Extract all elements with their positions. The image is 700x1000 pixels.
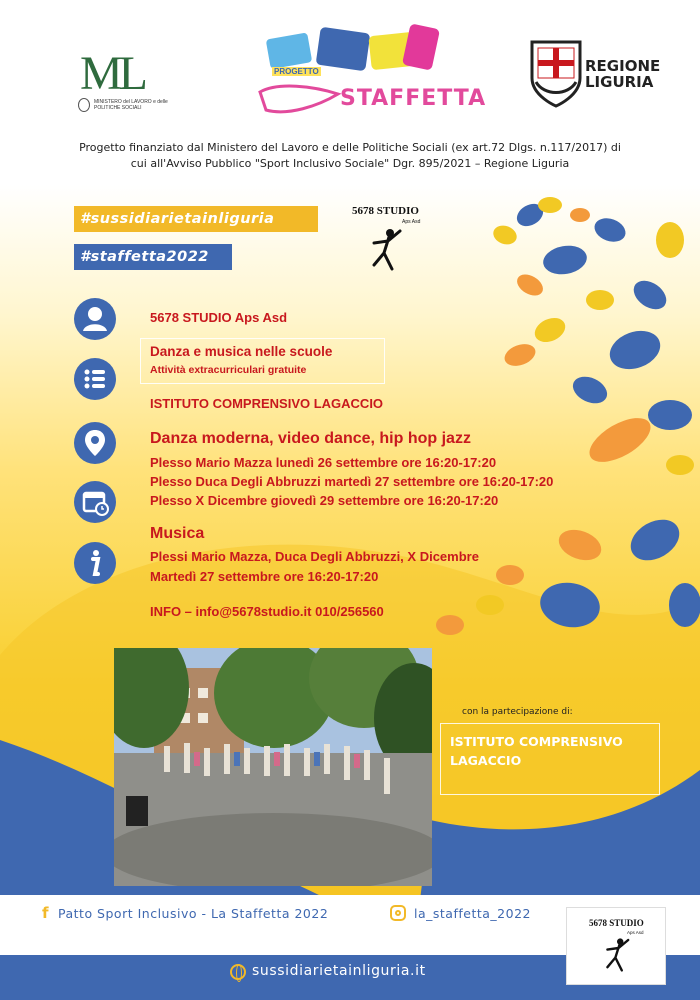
studio-logo-subtitle: Aps Asd [402, 219, 421, 225]
hashtag-sussidiarieta: #sussidiarietainliguria [74, 206, 318, 232]
instagram-icon [390, 905, 406, 921]
dance-session: Plesso Duca Degli Abbruzzi martedì 27 settembre ore 16:20-17:20 [150, 474, 554, 489]
footer-studio-title: 5678 STUDIO [589, 918, 644, 928]
hands-decoration [430, 185, 700, 655]
dance-session: Plesso X Dicembre giovedì 29 settembre ore 16:20-17:20 [150, 493, 499, 508]
studio-logo [352, 205, 432, 280]
footer-studio-logo [566, 907, 666, 985]
ministry-logo [72, 47, 172, 125]
calendar-icon [74, 481, 116, 523]
dancer-icon [366, 225, 406, 277]
hand-icon [436, 208, 657, 635]
list-icon [74, 358, 116, 400]
footer-studio-subtitle: Aps Asd [627, 930, 644, 935]
italy-emblem-icon [78, 98, 90, 112]
studio-logo-title: 5678 STUDIO [352, 205, 419, 217]
hashtag-staffetta2022: #staffetta2022 [74, 244, 232, 270]
participation-label: con la partecipazione di: [462, 707, 573, 717]
staffetta-logo [258, 24, 487, 124]
music-session: Plessi Mario Mazza, Duca Degli Abbruzzi, X Dicembre [150, 549, 479, 564]
location-pin-icon [74, 422, 116, 464]
dance-session: Plesso Mario Mazza lunedì 26 settembre ore 16:20-17:20 [150, 455, 497, 470]
staffetta-logo-word: STAFFETTA [340, 86, 487, 111]
school-name: ISTITUTO COMPRENSIVO LAGACCIO [150, 396, 384, 411]
info-icon [74, 542, 116, 584]
facebook-icon: f [42, 904, 49, 922]
participation-name: ISTITUTO COMPRENSIVO LAGACCIO [450, 734, 623, 768]
user-icon [74, 298, 116, 340]
music-session: Martedì 27 settembre ore 16:20-17:20 [150, 569, 379, 584]
ministry-name: MINISTERO del LAVORO e delle POLITICHE SOCIALI [94, 99, 168, 111]
globe-icon [230, 964, 246, 980]
region-name: REGIONE LIGURIA [585, 57, 661, 91]
instagram-handle-link[interactable]: la_staffetta_2022 [414, 906, 531, 921]
dancer-icon [601, 934, 633, 978]
music-title: Musica [150, 525, 205, 542]
dance-class-photo [114, 648, 432, 886]
staffetta-logo-progetto: PROGETTO [274, 67, 319, 76]
activity-title: Danza e musica nelle scuole [150, 344, 333, 359]
regione-liguria-logo [528, 38, 668, 113]
funding-text: Progetto finanziato dal Ministero del Lavoro e delle Politiche Sociali (ex art.72 Dlgs. n.117/2017) di cui all'Avviso Pubblico "Sport Inclusivo Sociale" Dgr. 895/2021 – Regione Liguria [79, 141, 621, 170]
hand-icon [513, 199, 700, 632]
liguria-shield-icon [528, 38, 584, 108]
dance-title: Danza moderna, video dance, hip hop jazz [150, 430, 471, 447]
facebook-page-link[interactable]: Patto Sport Inclusivo - La Staffetta 2022 [58, 906, 329, 921]
info-contact: INFO – info@5678studio.it 010/256560 [150, 604, 384, 619]
organizer-name: 5678 STUDIO Aps Asd [150, 310, 288, 325]
ministry-logo-letters: ML [80, 47, 144, 100]
website-link[interactable]: sussidiarietainliguria.it [252, 963, 426, 979]
activity-subtitle: Attività extracurriculari gratuite [150, 364, 307, 376]
